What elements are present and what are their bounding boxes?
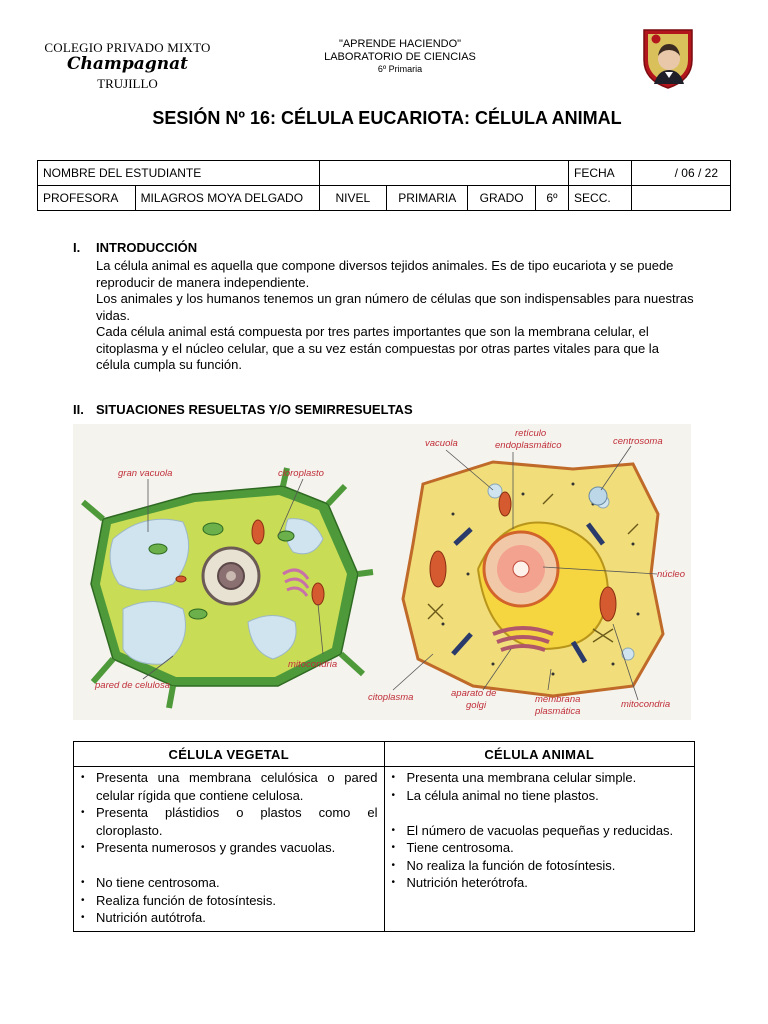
intro-heading: INTRODUCCIÓN: [96, 240, 198, 255]
list-item: • Presenta numerosos y grandes vacuolas.: [78, 839, 378, 857]
label-mitocondria-animal: mitocondria: [621, 699, 671, 710]
list-item: • Presenta una membrana celulósica o pared celular rígida que contiene celulosa.: [78, 769, 378, 804]
plant-mitochondria: [176, 576, 186, 582]
label-pared-celulosa: pared de celulosa: [95, 680, 170, 691]
list-item: • Presenta plástidios o plastos como el cloroplasto.: [78, 804, 378, 839]
school-city: TRUJILLO: [97, 76, 158, 91]
label-mitocondria-plant: mitocondria: [288, 659, 338, 670]
section2-number: II.: [73, 402, 84, 417]
plant-mitochondria: [252, 520, 264, 544]
intro-paragraph-1: La célula animal es aquella que compone diversos tejidos animales. Es de tipo eucariota y se puede reproducir de manera independiente.: [96, 258, 674, 290]
school-crest-icon: [640, 26, 696, 90]
list-item: • El número de vacuolas pequeñas y reducidas.: [389, 822, 689, 840]
label-centrosoma: centrosoma: [613, 436, 663, 447]
animal-mitochondria: [499, 492, 511, 516]
list-item: • No realiza la función de fotosíntesis.: [389, 857, 689, 875]
label-reticulo-1: retículo: [515, 428, 547, 439]
list-item: • No tiene centrosoma.: [78, 874, 378, 892]
section2-heading: SITUACIONES RESUELTAS Y/O SEMIRRESUELTAS: [96, 402, 413, 417]
list-item: • Tiene centrosoma.: [389, 839, 689, 857]
label-citoplasma: citoplasma: [368, 692, 414, 703]
session-title: SESIÓN Nº 16: CÉLULA EUCARIOTA: CÉLULA ANIMAL: [152, 108, 622, 128]
label-vacuola: vacuola: [425, 438, 458, 449]
chloroplast: [149, 544, 167, 554]
motto: "APRENDE HACIENDO": [338, 38, 462, 50]
animal-mitochondria: [430, 551, 446, 587]
teacher-name: MILAGROS MOYA DELGADO: [135, 186, 319, 211]
plant-cell-column: [74, 767, 385, 932]
school-name-line1: COLEGIO PRIVADO MIXTO: [44, 40, 211, 55]
school-name-line2: Champagnat: [67, 54, 188, 74]
animal-cell-column: [384, 767, 695, 932]
section-label: SECC.: [569, 186, 632, 211]
lab-name: LABORATORIO DE CIENCIAS: [324, 51, 476, 63]
level-label: NIVEL: [319, 186, 386, 211]
intro-paragraph-2: Los animales y los humanos tenemos un gran número de células que son indispensables para nuestras vidas.: [96, 291, 694, 323]
teacher-label: PROFESORA: [38, 186, 136, 211]
label-golgi-2: golgi: [466, 700, 487, 711]
chloroplast: [278, 531, 294, 541]
animal-vacuole: [488, 484, 502, 498]
plant-cell-diagram: [83, 468, 373, 708]
student-info-table: [37, 160, 731, 211]
grade-value: 6º: [535, 186, 568, 211]
animal-centrosome: [589, 487, 607, 505]
chloroplast: [203, 523, 223, 535]
date-label: FECHA: [569, 161, 632, 186]
list-item: • Nutrición heterótrofa.: [389, 874, 689, 892]
level-value: PRIMARIA: [386, 186, 467, 211]
list-item: • Nutrición autótrofa.: [78, 909, 378, 927]
list-item: • Realiza función de fotosíntesis.: [78, 892, 378, 910]
date-field[interactable]: / 06 / 22: [632, 161, 731, 186]
cell-diagram-figure: [73, 424, 691, 720]
student-name-label: NOMBRE DEL ESTUDIANTE: [38, 161, 320, 186]
label-membrana-2: plasmática: [535, 706, 581, 717]
animal-cell-diagram: [368, 428, 685, 717]
comparison-table: [73, 741, 695, 932]
label-golgi-1: aparato de: [451, 688, 497, 699]
animal-mitochondria: [600, 587, 616, 621]
header-celula-vegetal: CÉLULA VEGETAL: [74, 742, 385, 767]
list-item: • Presenta una membrana celular simple.: [389, 769, 689, 787]
chloroplast: [189, 609, 207, 619]
grade-level: 6º Primaria: [377, 64, 423, 74]
label-nucleo: núcleo: [657, 569, 685, 580]
grade-label: GRADO: [468, 186, 535, 211]
section-field[interactable]: [632, 186, 731, 211]
plant-mitochondria: [312, 583, 324, 605]
header-celula-animal: CÉLULA ANIMAL: [384, 742, 695, 767]
intro-number: I.: [73, 240, 81, 255]
intro-body: [96, 258, 696, 374]
intro-paragraph-3: Cada célula animal está compuesta por tres partes importantes que son la membrana celular, el citoplasma y el núcleo celular, que a su vez están compuestas por otras partes vitales para que la célula cumpla su función.: [96, 324, 659, 372]
label-gran-vacuola: gran vacuola: [118, 468, 173, 479]
label-cloroplasto: cloroplasto: [278, 468, 324, 479]
label-membrana-1: membrana: [535, 694, 581, 705]
label-reticulo-2: endoplasmático: [495, 440, 562, 451]
student-name-field[interactable]: [319, 161, 568, 186]
list-item: • La célula animal no tiene plastos.: [389, 787, 689, 805]
